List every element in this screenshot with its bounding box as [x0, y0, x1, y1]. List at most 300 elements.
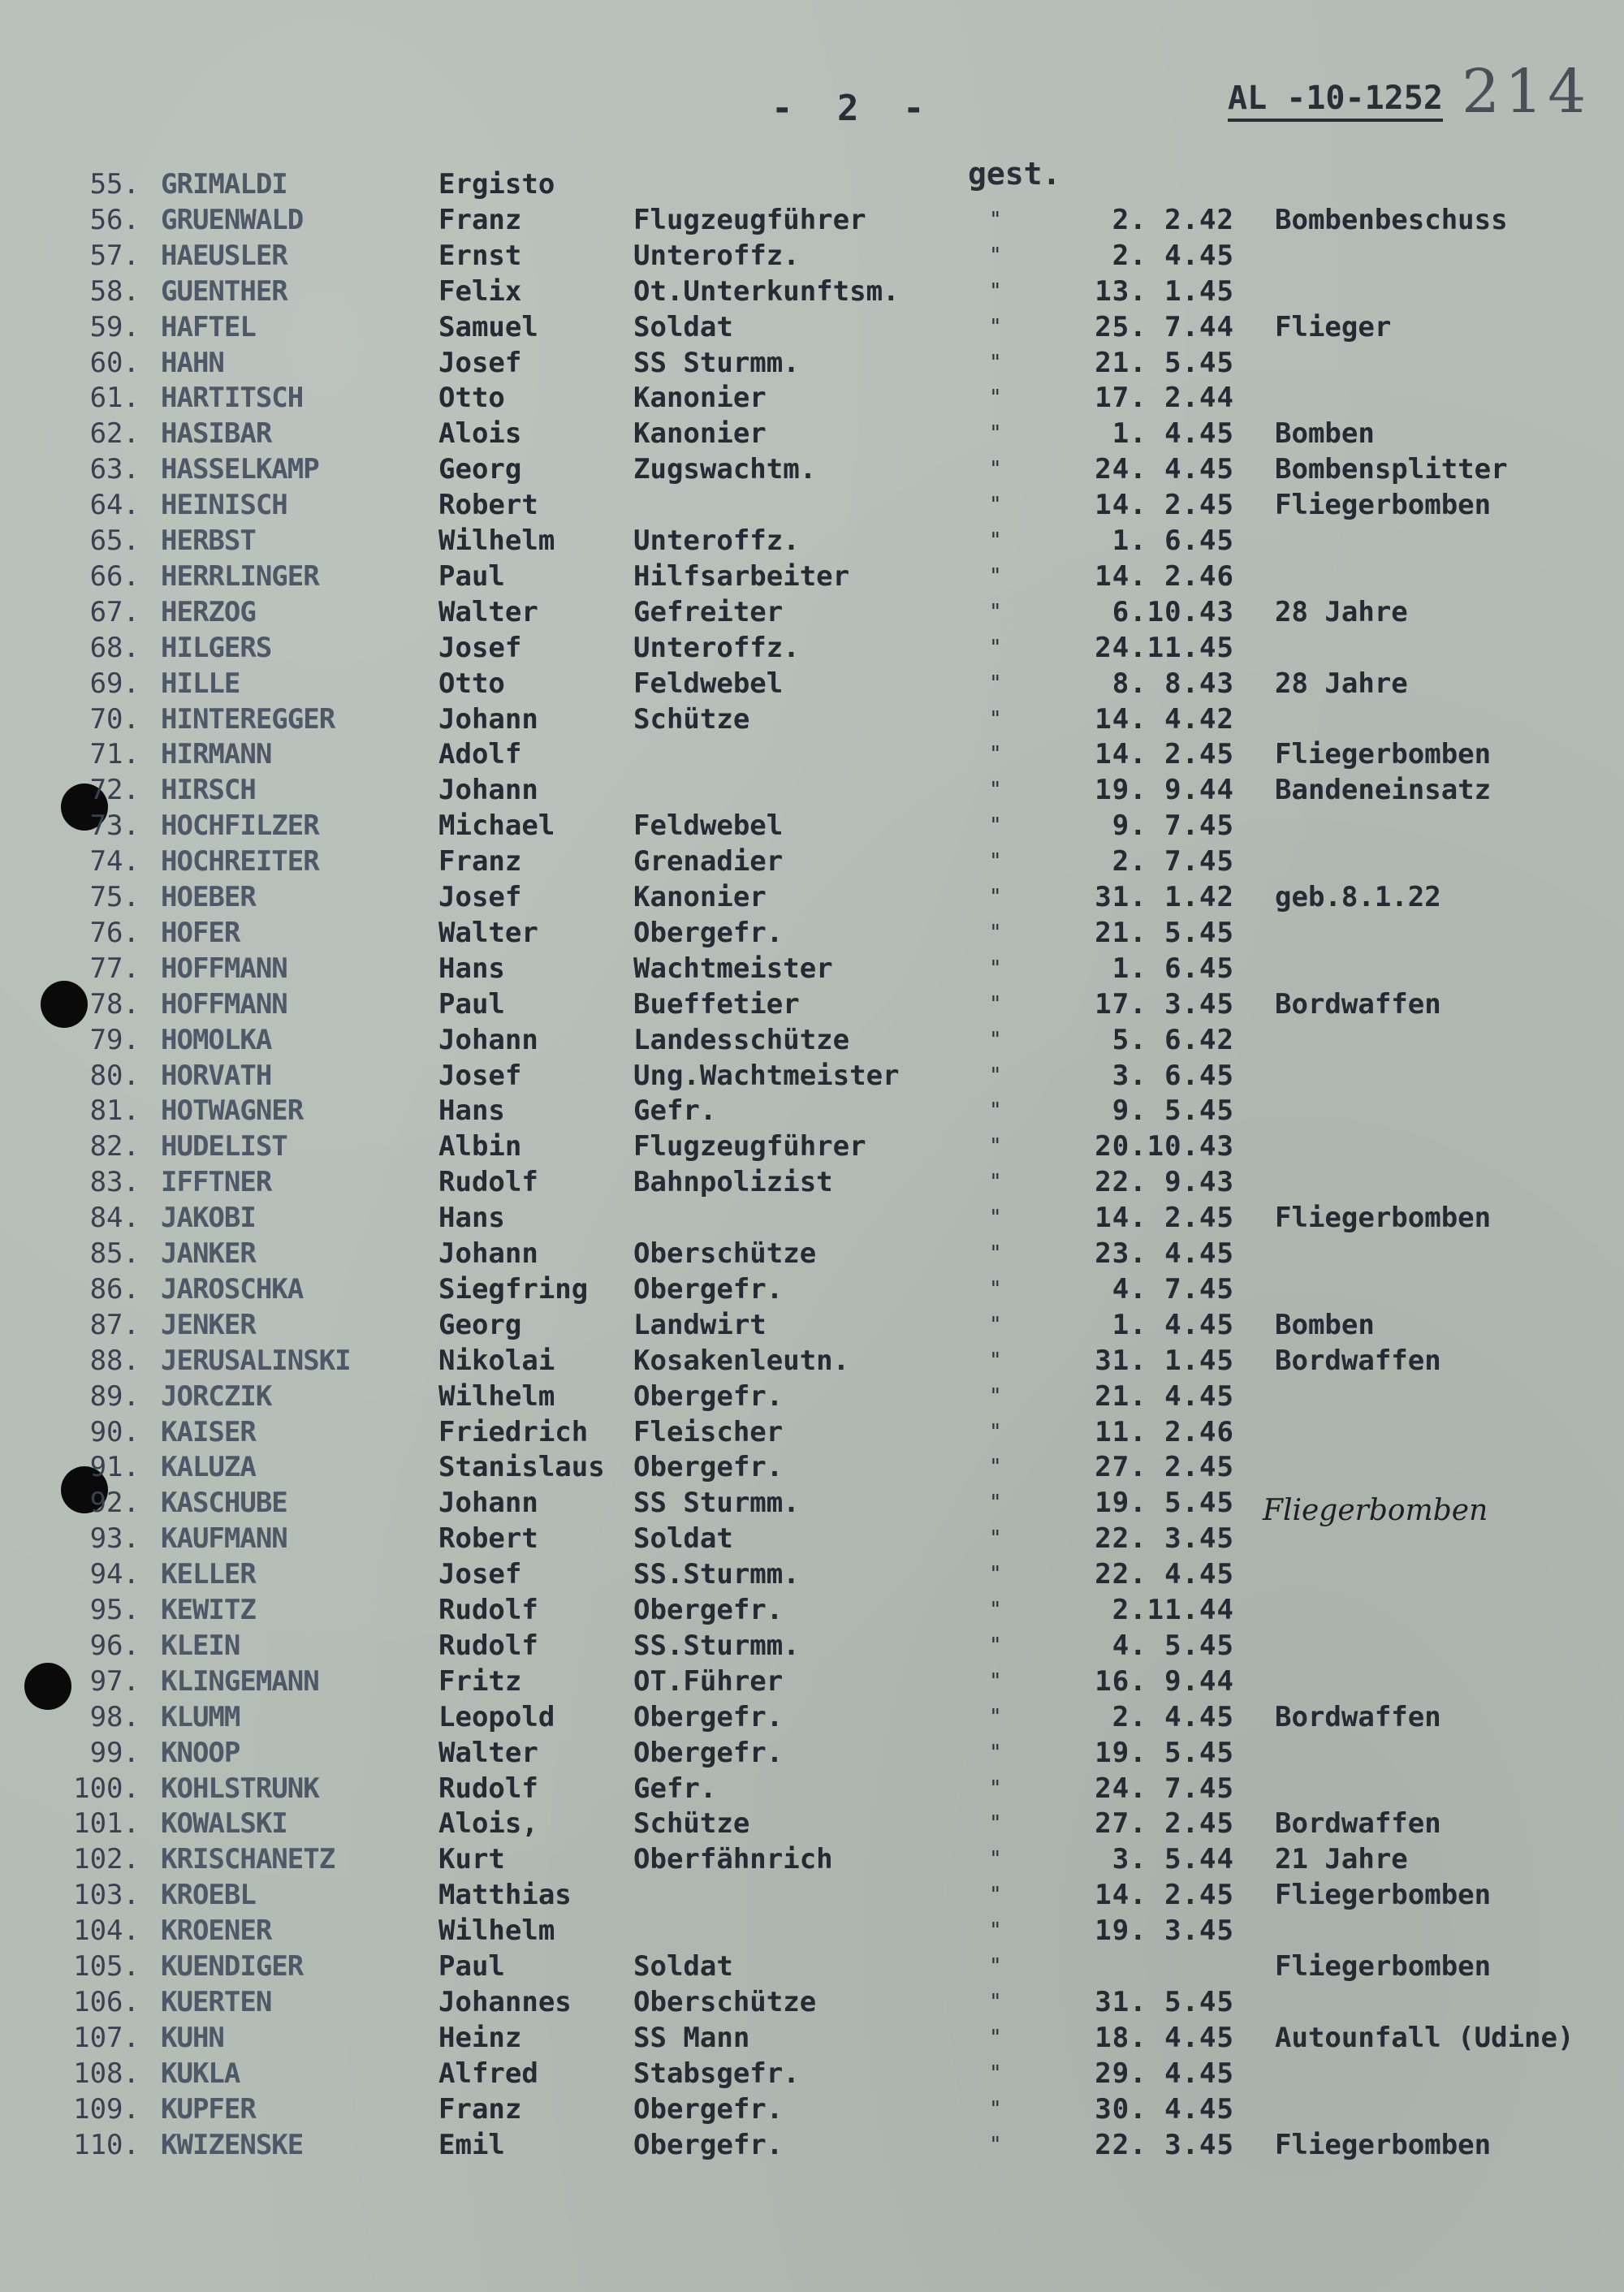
- roster-ditto: ": [989, 1811, 1002, 1837]
- roster-rank: Schütze: [633, 1807, 750, 1841]
- roster-ditto: ": [989, 956, 1002, 981]
- roster-firstname: Franz: [438, 845, 522, 878]
- roster-ditto: ": [989, 1134, 1002, 1159]
- roster-ditto: ": [989, 1027, 1002, 1052]
- roster-ditto: ": [989, 1526, 1002, 1552]
- roster-row: [0, 1735, 1624, 1771]
- roster-row: [0, 559, 1624, 594]
- roster-firstname: Robert: [438, 1522, 538, 1556]
- roster-ditto: ": [989, 991, 1002, 1017]
- roster-date: 13. 1.45: [1095, 274, 1234, 308]
- roster-date: 14. 2.45: [1095, 1879, 1234, 1912]
- roster-rank: Unteroffz.: [633, 631, 800, 664]
- roster-firstname: Johann: [438, 1237, 538, 1270]
- roster-ditto: ": [989, 421, 1002, 447]
- roster-date: 1. 6.45: [1112, 952, 1234, 985]
- handwritten-note: Fliegerbomben: [1263, 1494, 1488, 1527]
- roster-num: 91.: [89, 1451, 140, 1484]
- roster-num: 57.: [89, 239, 140, 272]
- roster-date: 2. 7.45: [1112, 845, 1234, 878]
- roster-num: 100.: [73, 1772, 140, 1805]
- roster-surname: HOCHFILZER: [161, 809, 319, 843]
- roster-ditto: ": [989, 2132, 1002, 2157]
- roster-firstname: Johann: [438, 774, 538, 807]
- roster-ditto: ": [989, 1455, 1002, 1480]
- roster-rank: Wachtmeister: [633, 952, 833, 985]
- roster-firstname: Albin: [438, 1130, 522, 1163]
- roster-cause: Bordwaffen: [1275, 1344, 1441, 1377]
- roster-date: 14. 4.42: [1095, 702, 1234, 736]
- roster-row: [0, 1058, 1624, 1094]
- roster-firstname: Wilhelm: [438, 1914, 555, 1948]
- roster-firstname: Matthias: [438, 1879, 572, 1912]
- roster-firstname: Fritz: [438, 1664, 522, 1698]
- roster-surname: HOCHREITER: [161, 845, 319, 878]
- roster-firstname: Paul: [438, 987, 505, 1021]
- roster-surname: KOHLSTRUNK: [161, 1772, 319, 1805]
- roster-num: 107.: [73, 2021, 140, 2054]
- roster-ditto: ": [989, 1491, 1002, 1516]
- roster-ditto: ": [989, 1276, 1002, 1301]
- roster-num: 92.: [89, 1487, 140, 1520]
- roster-surname: GRUENWALD: [161, 203, 304, 236]
- roster-firstname: Paul: [438, 1950, 505, 1983]
- roster-firstname: Robert: [438, 489, 538, 522]
- roster-rank: Feldwebel: [633, 667, 784, 700]
- roster-surname: KWIZENSKE: [161, 2128, 304, 2161]
- roster-cause: 28 Jahre: [1275, 667, 1408, 700]
- roster-row: [0, 1841, 1624, 1877]
- roster-ditto: ": [989, 1776, 1002, 1801]
- roster-ditto: ": [989, 1633, 1002, 1658]
- roster-num: 105.: [73, 1950, 140, 1983]
- roster-ditto: ": [989, 1883, 1002, 1908]
- roster-rank: SS Sturmm.: [633, 1487, 800, 1520]
- roster-surname: KLUMM: [161, 1700, 240, 1733]
- roster-row: [0, 1129, 1624, 1164]
- roster-surname: GUENTHER: [161, 274, 287, 308]
- roster-firstname: Josef: [438, 1059, 522, 1092]
- roster-ditto: ": [989, 386, 1002, 411]
- roster-num: 66.: [89, 559, 140, 593]
- roster-date: 30. 4.45: [1095, 2092, 1234, 2126]
- roster-row: [0, 487, 1624, 523]
- roster-rank: Ot.Unterkunftsm.: [633, 274, 900, 308]
- roster-ditto: ": [989, 1989, 1002, 2014]
- roster-date: 21. 5.45: [1095, 916, 1234, 949]
- roster-surname: KLINGEMANN: [161, 1664, 319, 1698]
- roster-firstname: Hans: [438, 1094, 505, 1128]
- roster-ditto: ": [989, 778, 1002, 803]
- roster-num: 85.: [89, 1237, 140, 1270]
- roster-num: 93.: [89, 1522, 140, 1556]
- roster-ditto: ": [989, 1562, 1002, 1587]
- roster-ditto: ": [989, 2061, 1002, 2086]
- roster-ditto: ": [989, 243, 1002, 268]
- roster-firstname: Michael: [438, 809, 555, 843]
- roster-num: 79.: [89, 1023, 140, 1056]
- roster-cause: Bomben: [1275, 417, 1375, 451]
- roster-cause: Fliegerbomben: [1275, 1950, 1492, 1983]
- roster-rank: Soldat: [633, 1522, 733, 1556]
- roster-surname: HAHN: [161, 346, 224, 379]
- roster-firstname: Otto: [438, 667, 505, 700]
- roster-num: 62.: [89, 417, 140, 451]
- roster-surname: HINTEREGGER: [161, 702, 335, 736]
- roster-rank: Obergefr.: [633, 1700, 784, 1733]
- roster-firstname: Franz: [438, 203, 522, 236]
- roster-date: 21. 4.45: [1095, 1379, 1234, 1413]
- roster-surname: HIRMANN: [161, 738, 272, 771]
- roster-surname: HILGERS: [161, 631, 272, 664]
- roster-ditto: ": [989, 314, 1002, 339]
- roster-ditto: ": [989, 920, 1002, 945]
- roster-rank: Fleischer: [633, 1415, 784, 1448]
- roster-rank: Oberfähnrich: [633, 1843, 833, 1876]
- roster-ditto: ": [989, 2096, 1002, 2122]
- roster-date: 4. 7.45: [1112, 1272, 1234, 1306]
- roster-ditto: ": [989, 1312, 1002, 1337]
- roster-date: 31. 1.42: [1095, 881, 1234, 913]
- page-number: - 2 -: [771, 88, 936, 129]
- roster-surname: HOFFMANN: [161, 952, 287, 985]
- roster-row: [0, 808, 1624, 844]
- roster-row: [0, 309, 1624, 345]
- roster-rank: Bueffetier: [633, 987, 800, 1021]
- roster-row: [0, 1556, 1624, 1592]
- roster-row: [0, 2056, 1624, 2091]
- roster-row: [0, 202, 1624, 238]
- roster-rank: Hilfsarbeiter: [633, 559, 850, 593]
- roster-row: [0, 1200, 1624, 1236]
- roster-date: 18. 4.45: [1095, 2021, 1234, 2054]
- roster-ditto: ": [989, 1598, 1002, 1622]
- roster-date: 19. 5.45: [1095, 1487, 1234, 1520]
- roster-date: 17. 2.44: [1095, 382, 1234, 415]
- roster-rank: Feldwebel: [633, 809, 784, 843]
- roster-firstname: Leopold: [438, 1700, 555, 1733]
- roster-surname: HAEUSLER: [161, 239, 287, 272]
- roster-rank: Zugswachtm.: [633, 453, 817, 486]
- roster-cause: Fliegerbomben: [1275, 1202, 1492, 1235]
- roster-surname: HOTWAGNER: [161, 1094, 304, 1128]
- roster-firstname: Georg: [438, 453, 522, 486]
- roster-firstname: Johann: [438, 702, 538, 736]
- roster-surname: HASIBAR: [161, 417, 272, 451]
- gest-column-label: gest.: [968, 156, 1061, 192]
- roster-date: 5. 6.42: [1112, 1023, 1234, 1056]
- roster-num: 101.: [73, 1807, 140, 1841]
- roster-num: 75.: [89, 881, 140, 913]
- roster-row: [0, 1379, 1624, 1414]
- roster-rank: Landwirt: [633, 1308, 767, 1341]
- roster-rank: Unteroffz.: [633, 239, 800, 272]
- roster-rank: Gefreiter: [633, 595, 784, 628]
- roster-date: 24. 4.45: [1095, 453, 1234, 486]
- roster-row: [0, 986, 1624, 1022]
- roster-firstname: Josef: [438, 881, 522, 913]
- roster-date: 1. 4.45: [1112, 1308, 1234, 1341]
- roster-num: 59.: [89, 310, 140, 343]
- roster-firstname: Wilhelm: [438, 524, 555, 557]
- roster-num: 87.: [89, 1308, 140, 1341]
- roster-cause: 28 Jahre: [1275, 595, 1408, 628]
- roster-cause: Bombensplitter: [1275, 453, 1508, 486]
- roster-rank: Soldat: [633, 1950, 733, 1983]
- roster-rank: Schütze: [633, 702, 750, 736]
- roster-row: [0, 1271, 1624, 1307]
- roster-date: 2. 4.45: [1112, 239, 1234, 272]
- roster-firstname: Johann: [438, 1023, 538, 1056]
- document-reference: AL -10-1252: [1228, 80, 1443, 122]
- roster-firstname: Friedrich: [438, 1415, 589, 1448]
- roster-surname: KALUZA: [161, 1451, 256, 1484]
- roster-rank: Oberschütze: [633, 1985, 817, 2018]
- roster-num: 108.: [73, 2057, 140, 2090]
- roster-ditto: ": [989, 493, 1002, 518]
- roster-ditto: ": [989, 1704, 1002, 1729]
- roster-firstname: Rudolf: [438, 1166, 538, 1199]
- roster-firstname: Heinz: [438, 2021, 522, 2054]
- roster-row: [0, 1877, 1624, 1913]
- roster-surname: IFFTNER: [161, 1166, 272, 1199]
- folio-number: 214: [1462, 57, 1592, 127]
- roster-cause: Fliegerbomben: [1275, 2128, 1492, 2161]
- roster-row: [0, 1307, 1624, 1343]
- roster-num: 71.: [89, 738, 140, 771]
- roster-firstname: Ergisto: [438, 168, 555, 201]
- roster-num: 72.: [89, 774, 140, 807]
- roster-rank: SS.Sturmm.: [633, 1558, 800, 1591]
- roster-num: 83.: [89, 1166, 140, 1199]
- roster-surname: KUPFER: [161, 2092, 256, 2126]
- roster-row: [0, 238, 1624, 274]
- roster-rank: SS Mann: [633, 2021, 750, 2054]
- roster-cause: Fliegerbomben: [1275, 1879, 1492, 1912]
- roster-firstname: Walter: [438, 916, 538, 949]
- roster-firstname: Siegfring: [438, 1272, 589, 1306]
- roster-ditto: ": [989, 599, 1002, 624]
- roster-row: [0, 879, 1624, 915]
- roster-surname: KROEBL: [161, 1879, 256, 1912]
- roster-num: 63.: [89, 453, 140, 486]
- roster-row: [0, 1022, 1624, 1058]
- roster-cause: 21 Jahre: [1275, 1843, 1408, 1876]
- roster-date: 16. 9.44: [1095, 1664, 1234, 1698]
- roster-num: 94.: [89, 1558, 140, 1591]
- roster-rank: Kanonier: [633, 881, 767, 913]
- roster-firstname: Stanislaus: [438, 1451, 605, 1484]
- roster-date: 24. 7.45: [1095, 1772, 1234, 1805]
- roster-ditto: ": [989, 1206, 1002, 1231]
- roster-firstname: Johann: [438, 1487, 538, 1520]
- roster-surname: KRISCHANETZ: [161, 1843, 335, 1876]
- roster-row: [0, 1236, 1624, 1271]
- roster-ditto: ": [989, 1241, 1002, 1266]
- roster-firstname: Josef: [438, 631, 522, 664]
- roster-rank: SS.Sturmm.: [633, 1629, 800, 1662]
- roster-date: 2.11.44: [1112, 1594, 1234, 1626]
- roster-date: 19. 3.45: [1095, 1914, 1234, 1948]
- roster-cause: geb.8.1.22: [1275, 881, 1441, 913]
- roster-row: [0, 1949, 1624, 1984]
- roster-firstname: Otto: [438, 382, 505, 415]
- roster-row: [0, 2091, 1624, 2127]
- roster-date: 29. 4.45: [1095, 2057, 1234, 2090]
- roster-surname: HOFER: [161, 916, 240, 949]
- roster-num: 95.: [89, 1594, 140, 1626]
- roster-row: [0, 1771, 1624, 1806]
- roster-firstname: Alois: [438, 417, 522, 451]
- roster-num: 90.: [89, 1415, 140, 1448]
- roster-num: 58.: [89, 274, 140, 308]
- roster-surname: KUKLA: [161, 2057, 240, 2090]
- roster-firstname: Kurt: [438, 1843, 505, 1876]
- roster-date: 20.10.43: [1095, 1130, 1234, 1163]
- roster-ditto: ": [989, 1740, 1002, 1765]
- roster-row: [0, 1592, 1624, 1628]
- roster-surname: JAROSCHKA: [161, 1272, 304, 1306]
- roster-num: 74.: [89, 845, 140, 878]
- roster-ditto: ": [989, 457, 1002, 482]
- roster-row: [0, 1343, 1624, 1379]
- roster-ditto: ": [989, 1170, 1002, 1195]
- roster-num: 73.: [89, 809, 140, 843]
- roster-surname: HERBST: [161, 524, 256, 557]
- roster-firstname: Josef: [438, 1558, 522, 1591]
- roster-firstname: Wilhelm: [438, 1379, 555, 1413]
- roster-ditto: ": [989, 1419, 1002, 1444]
- roster-num: 103.: [73, 1879, 140, 1912]
- roster-num: 98.: [89, 1700, 140, 1733]
- roster-surname: KOWALSKI: [161, 1807, 287, 1841]
- roster-num: 81.: [89, 1094, 140, 1128]
- roster-rank: Oberschütze: [633, 1237, 817, 1270]
- roster-ditto: ": [989, 1099, 1002, 1124]
- roster-ditto: ": [989, 1919, 1002, 1944]
- roster-cause: Bordwaffen: [1275, 1807, 1441, 1841]
- roster-ditto: ": [989, 814, 1002, 839]
- roster-date: 27. 2.45: [1095, 1451, 1234, 1484]
- roster-firstname: Felix: [438, 274, 522, 308]
- roster-row: [0, 166, 1624, 202]
- roster-num: 86.: [89, 1272, 140, 1306]
- roster-surname: HERRLINGER: [161, 559, 319, 593]
- roster-num: 55.: [89, 168, 140, 201]
- roster-date: 14. 2.46: [1095, 559, 1234, 593]
- roster-date: 9. 5.45: [1112, 1094, 1234, 1128]
- roster-cause: Flieger: [1275, 310, 1392, 343]
- roster-surname: KAISER: [161, 1415, 256, 1448]
- roster-row: [0, 736, 1624, 772]
- roster-date: 21. 5.45: [1095, 346, 1234, 379]
- roster-rank: Bahnpolizist: [633, 1166, 833, 1199]
- roster-row: [0, 630, 1624, 666]
- roster-row: [0, 1628, 1624, 1664]
- roster-row: [0, 1806, 1624, 1841]
- roster-row: [0, 523, 1624, 559]
- roster-surname: KEWITZ: [161, 1594, 256, 1626]
- roster-firstname: Hans: [438, 952, 505, 985]
- roster-rank: Obergefr.: [633, 1451, 784, 1484]
- roster-num: 68.: [89, 631, 140, 664]
- roster-rank: Obergefr.: [633, 1272, 784, 1306]
- roster-rank: Obergefr.: [633, 1594, 784, 1626]
- roster-row: [0, 1699, 1624, 1735]
- roster-ditto: ": [989, 278, 1002, 304]
- roster-row: [0, 1414, 1624, 1450]
- roster-surname: KUENDIGER: [161, 1950, 304, 1983]
- roster-date: 1. 4.45: [1112, 417, 1234, 451]
- roster-ditto: ": [989, 563, 1002, 589]
- roster-ditto: ": [989, 1383, 1002, 1409]
- roster-num: 61.: [89, 382, 140, 415]
- roster-cause: Fliegerbomben: [1275, 738, 1492, 771]
- roster-firstname: Paul: [438, 559, 505, 593]
- roster-date: 3. 5.44: [1112, 1843, 1234, 1876]
- roster-num: 60.: [89, 346, 140, 379]
- roster-date: 1. 6.45: [1112, 524, 1234, 557]
- roster-row: [0, 416, 1624, 451]
- roster-num: 82.: [89, 1130, 140, 1163]
- roster-rank: Stabsgefr.: [633, 2057, 800, 2090]
- roster-firstname: Samuel: [438, 310, 538, 343]
- roster-rank: Obergefr.: [633, 2128, 784, 2161]
- roster-surname: HASSELKAMP: [161, 453, 319, 486]
- roster-row: [0, 844, 1624, 879]
- roster-row: [0, 451, 1624, 487]
- roster-num: 97.: [89, 1664, 140, 1698]
- roster-surname: HOMOLKA: [161, 1023, 272, 1056]
- roster-num: 80.: [89, 1059, 140, 1092]
- roster-firstname: Josef: [438, 346, 522, 379]
- roster-rank: Soldat: [633, 310, 733, 343]
- roster-ditto: ": [989, 529, 1002, 553]
- roster-date: 8. 8.43: [1112, 667, 1234, 700]
- roster-row: [0, 2020, 1624, 2056]
- roster-surname: HIRSCH: [161, 774, 256, 807]
- roster-num: 106.: [73, 1985, 140, 2018]
- roster-surname: KLEIN: [161, 1629, 240, 1662]
- roster-surname: HOFFMANN: [161, 987, 287, 1021]
- roster-date: 3. 6.45: [1112, 1059, 1234, 1092]
- roster-row: [0, 274, 1624, 309]
- roster-num: 99.: [89, 1736, 140, 1769]
- roster-surname: GRIMALDI: [161, 168, 287, 201]
- roster-date: 22. 4.45: [1095, 1558, 1234, 1591]
- roster-surname: HARTITSCH: [161, 382, 304, 415]
- roster-rank: Gefr.: [633, 1772, 717, 1805]
- roster-num: 77.: [89, 952, 140, 985]
- roster-firstname: Rudolf: [438, 1594, 538, 1626]
- roster-row: [0, 772, 1624, 808]
- roster-firstname: Rudolf: [438, 1772, 538, 1805]
- roster-cause: Bomben: [1275, 1308, 1375, 1341]
- roster-row: [0, 1164, 1624, 1200]
- roster-surname: KASCHUBE: [161, 1487, 287, 1520]
- roster-date: 25. 7.44: [1095, 310, 1234, 343]
- roster-surname: HUDELIST: [161, 1130, 287, 1163]
- roster-surname: HOEBER: [161, 881, 256, 913]
- roster-date: 2. 4.45: [1112, 1700, 1234, 1733]
- roster-rank: Grenadier: [633, 845, 784, 878]
- roster-num: 78.: [89, 987, 140, 1021]
- roster-date: 31. 1.45: [1095, 1344, 1234, 1377]
- roster-num: 76.: [89, 916, 140, 949]
- roster-row: [0, 1449, 1624, 1485]
- roster-row: [0, 1664, 1624, 1699]
- roster-cause: Autounfall (Udine): [1275, 2021, 1574, 2054]
